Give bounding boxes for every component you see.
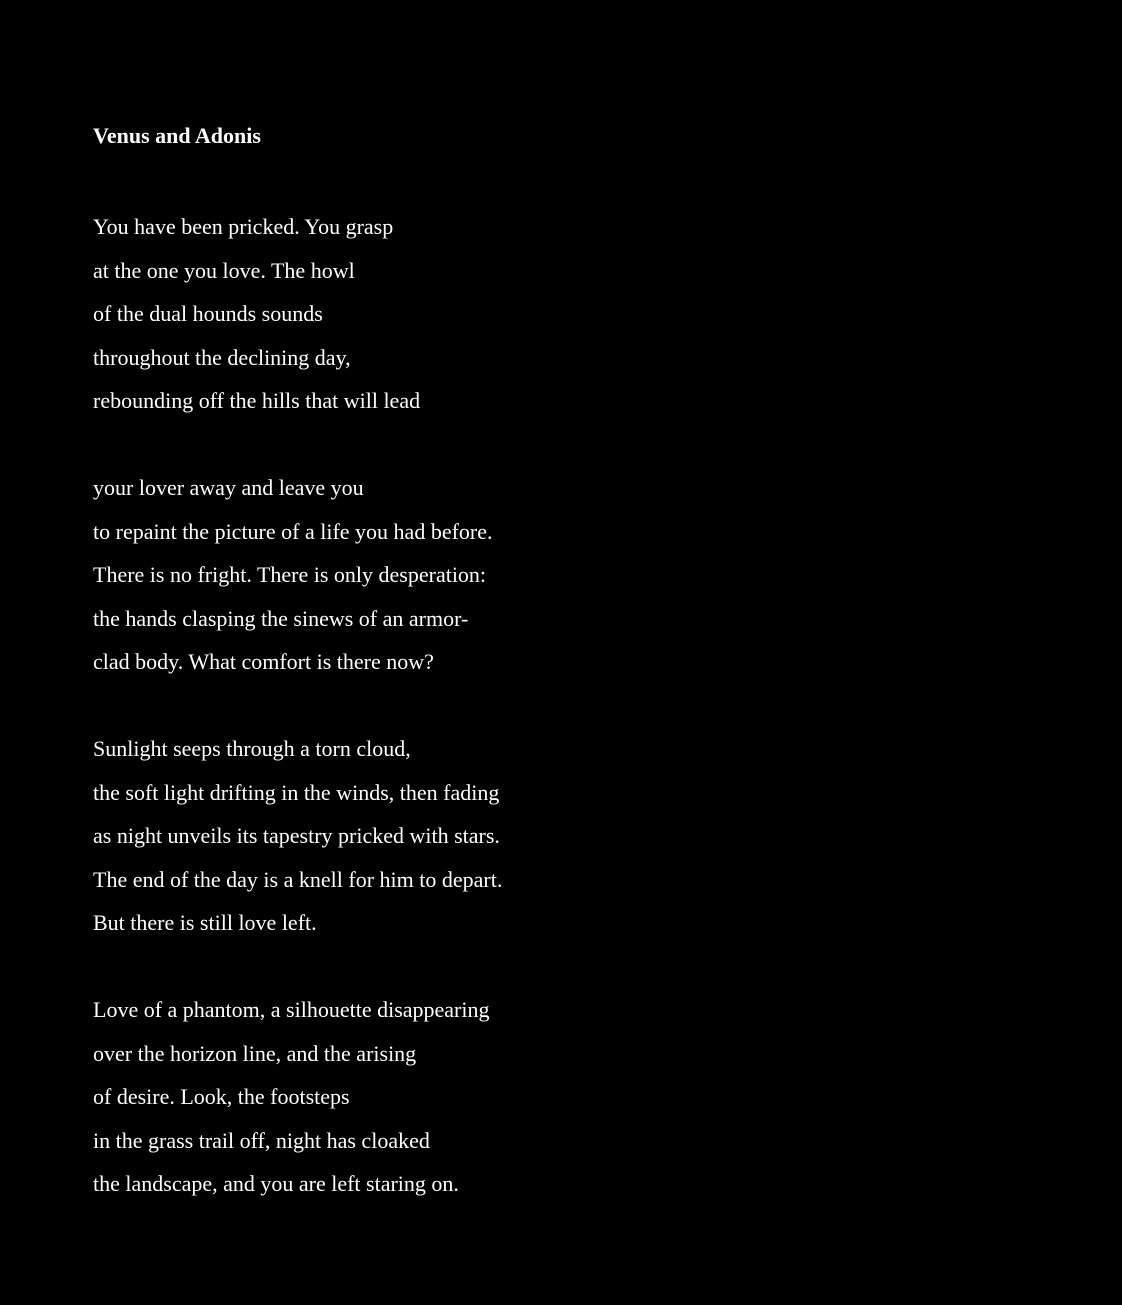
poem bbox=[93, 118, 1053, 1249]
poem-line: the landscape, and you are left staring on. bbox=[93, 1171, 459, 1197]
poem-line: But there is still love left. bbox=[93, 910, 317, 936]
stanza bbox=[93, 466, 1053, 684]
poem-line: to repaint the picture of a life you had before. bbox=[93, 518, 493, 544]
stanza bbox=[93, 988, 1053, 1206]
poem-line: The end of the day is a knell for him to depart. bbox=[93, 866, 503, 892]
poem-line: Sunlight seeps through a torn cloud, bbox=[93, 735, 411, 761]
poem-line: clad body. What comfort is there now? bbox=[93, 649, 434, 675]
poem-line: throughout the declining day, bbox=[93, 344, 351, 370]
poem-line: You have been pricked. You grasp bbox=[93, 214, 394, 239]
poem-line: as night unveils its tapestry pricked with stars. bbox=[93, 823, 500, 849]
poem-line: Love of a phantom, a silhouette disappearing bbox=[93, 996, 490, 1022]
stanza bbox=[93, 727, 1053, 945]
poem-line: of desire. Look, the footsteps bbox=[93, 1084, 350, 1110]
poem-line: There is no fright. There is only desperation: bbox=[93, 562, 487, 588]
stanza bbox=[93, 205, 1053, 423]
poem-line: your lover away and leave you bbox=[93, 474, 364, 500]
poem-line: the soft light drifting in the winds, then fading bbox=[93, 779, 500, 805]
poem-line: in the grass trail off, night has cloaked bbox=[93, 1127, 430, 1153]
poem-line: at the one you love. The howl bbox=[93, 257, 355, 283]
poem-line: rebounding off the hills that will lead bbox=[93, 388, 421, 414]
poem-line: the hands clasping the sinews of an armor- bbox=[93, 605, 469, 631]
poem-line: over the horizon line, and the arising bbox=[93, 1040, 417, 1066]
poem-title: Venus and Adonis bbox=[93, 123, 261, 148]
poem-line: of the dual hounds sounds bbox=[93, 301, 323, 327]
